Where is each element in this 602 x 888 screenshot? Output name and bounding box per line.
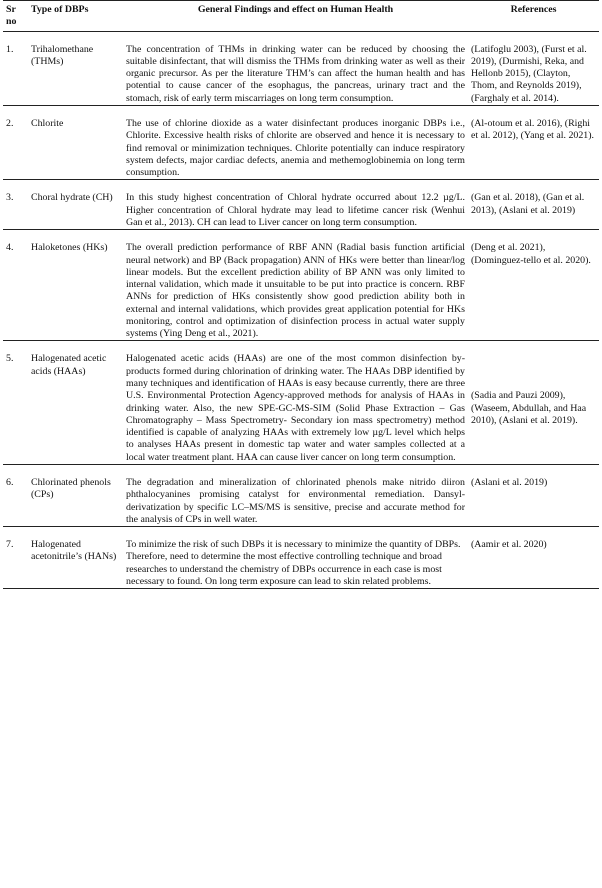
row-findings: To minimize the risk of such DBPs it is necessary to minimize the quantity of DBPs. Therefore, need to determine the most effective controlling technique and broad researches to understand the chemistry of DBPs occurrence in each case is most necessary to found. On long term exposure can lead to skin related problems. <box>123 527 468 589</box>
row-findings: The overall prediction performance of RBF ANN (Radial basis function artificial neural network) and BP (Back propagation) ANN of HKs were better than linear/log linear models. But the excellent prediction ability of BP ANN was only limited to internal validation, which made it unsuitable to be put into practice is concern. RBF ANNs for prediction of HKs consistently show good prediction ability both in external and internal validations, which provides great application potential for HKs monitoring, control and optimization of disinfection process in actual water supply systems (Ying Deng et al., 2021). <box>123 230 468 341</box>
header-references: References <box>468 1 599 32</box>
row-findings: The use of chlorine dioxide as a water disinfectant produces inorganic DBPs i.e., Chlorite. Excessive health risks of chlorite are observed and hence it is necessary to find removal or minimization techniques. Chlorite potentially can induce respiratory system defects, major cardiac defects, anemia and methemoglobinemia on long term consumption. <box>123 105 468 179</box>
row-dbp-type: Halogenated acetic acids (HAAs) <box>28 341 123 465</box>
row-sr-no: 3. <box>3 180 28 230</box>
table-row <box>3 230 599 341</box>
table-header-row <box>3 1 599 32</box>
header-sr-no: Sr no <box>3 1 28 32</box>
dbp-table <box>3 0 599 589</box>
table-row <box>3 105 599 179</box>
row-sr-no: 4. <box>3 230 28 341</box>
table-row <box>3 31 599 105</box>
row-sr-no: 5. <box>3 341 28 465</box>
row-findings: In this study highest concentration of Chloral hydrate occurred about 12.2 µg/L. Higher concentration of Chloral hydrate may lead to lifetime cancer risk (Wenhui Gan et al., 2013). CH can lead to Liver cancer on long term consumption. <box>123 180 468 230</box>
row-dbp-type: Chlorinated phenols (CPs) <box>28 465 123 527</box>
row-sr-no: 1. <box>3 31 28 105</box>
row-dbp-type: Chlorite <box>28 105 123 179</box>
row-dbp-type: Haloketones (HKs) <box>28 230 123 341</box>
row-references: (Gan et al. 2018), (Gan et al. 2013), (Aslani et al. 2019) <box>468 180 599 230</box>
row-sr-no: 7. <box>3 527 28 589</box>
table-row <box>3 180 599 230</box>
row-sr-no: 2. <box>3 105 28 179</box>
row-dbp-type: Halogenated acetonitrile’s (HANs) <box>28 527 123 589</box>
row-dbp-type: Choral hydrate (CH) <box>28 180 123 230</box>
table-row <box>3 465 599 527</box>
table-row <box>3 341 599 465</box>
row-findings: Halogenated acetic acids (HAAs) are one of the most common disinfection by-products formed during chlorination of drinking water. The HAAs DBP identified by many techniques and identification of HAAs is easy because currently, there are three U.S. Environmental Protection Agency-approved methods for analysis of HAAs in drinking water. Also, the new SPE-GC-MS-SIM (Solid Phase Extraction – Gas Chromatography – Mass Spectrometry- Secondary ion mass spectrometry) method identified is capable of analyzing HAAs with extremely low µg/L level which helps to analyses HAAs present in domestic tap water and water samples collected at a local water treatment plant. HAA can cause liver cancer on long term consumption. <box>123 341 468 465</box>
row-findings: The degradation and mineralization of chlorinated phenols make nitrido diiron phthalocyanines promising catalyst for environmental remediation. Dansyl-derivatization by specific LC–MS/MS is sensitive, precise and accurate method for the analysis of CPs in well water. <box>123 465 468 527</box>
row-references: (Aslani et al. 2019) <box>468 465 599 527</box>
table-row <box>3 527 599 589</box>
row-references: (Al-otoum et al. 2016), (Righi et al. 2012), (Yang et al. 2021). <box>468 105 599 179</box>
row-references: (Aamir et al. 2020) <box>468 527 599 589</box>
row-references: (Sadia and Pauzi 2009), (Waseem, Abdullah, and Haa 2010), (Aslani et al. 2019). <box>468 341 599 465</box>
header-general-findings: General Findings and effect on Human Health <box>123 1 468 32</box>
row-references: (Latifoglu 2003), (Furst et al. 2019), (Durmishi, Reka, and Hellonb 2015), (Clayton, Thom, and Reynolds 2019), (Farghaly et al. 2014). <box>468 31 599 105</box>
row-dbp-type: Trihalomethane (THMs) <box>28 31 123 105</box>
header-type-of-dbps: Type of DBPs <box>28 1 123 32</box>
row-sr-no: 6. <box>3 465 28 527</box>
row-references: (Deng et al. 2021), (Dominguez-tello et al. 2020). <box>468 230 599 341</box>
row-findings: The concentration of THMs in drinking water can be reduced by choosing the suitable disinfectant, that will dismiss the THMs from drinking water as well as their organic precursor. As per the literature THM’s can affect the human health and has potential to cause cancer of the esophagus, the pancreas, urinary tract and the stomach, risk of early term miscarriages on long term consumption. <box>123 31 468 105</box>
